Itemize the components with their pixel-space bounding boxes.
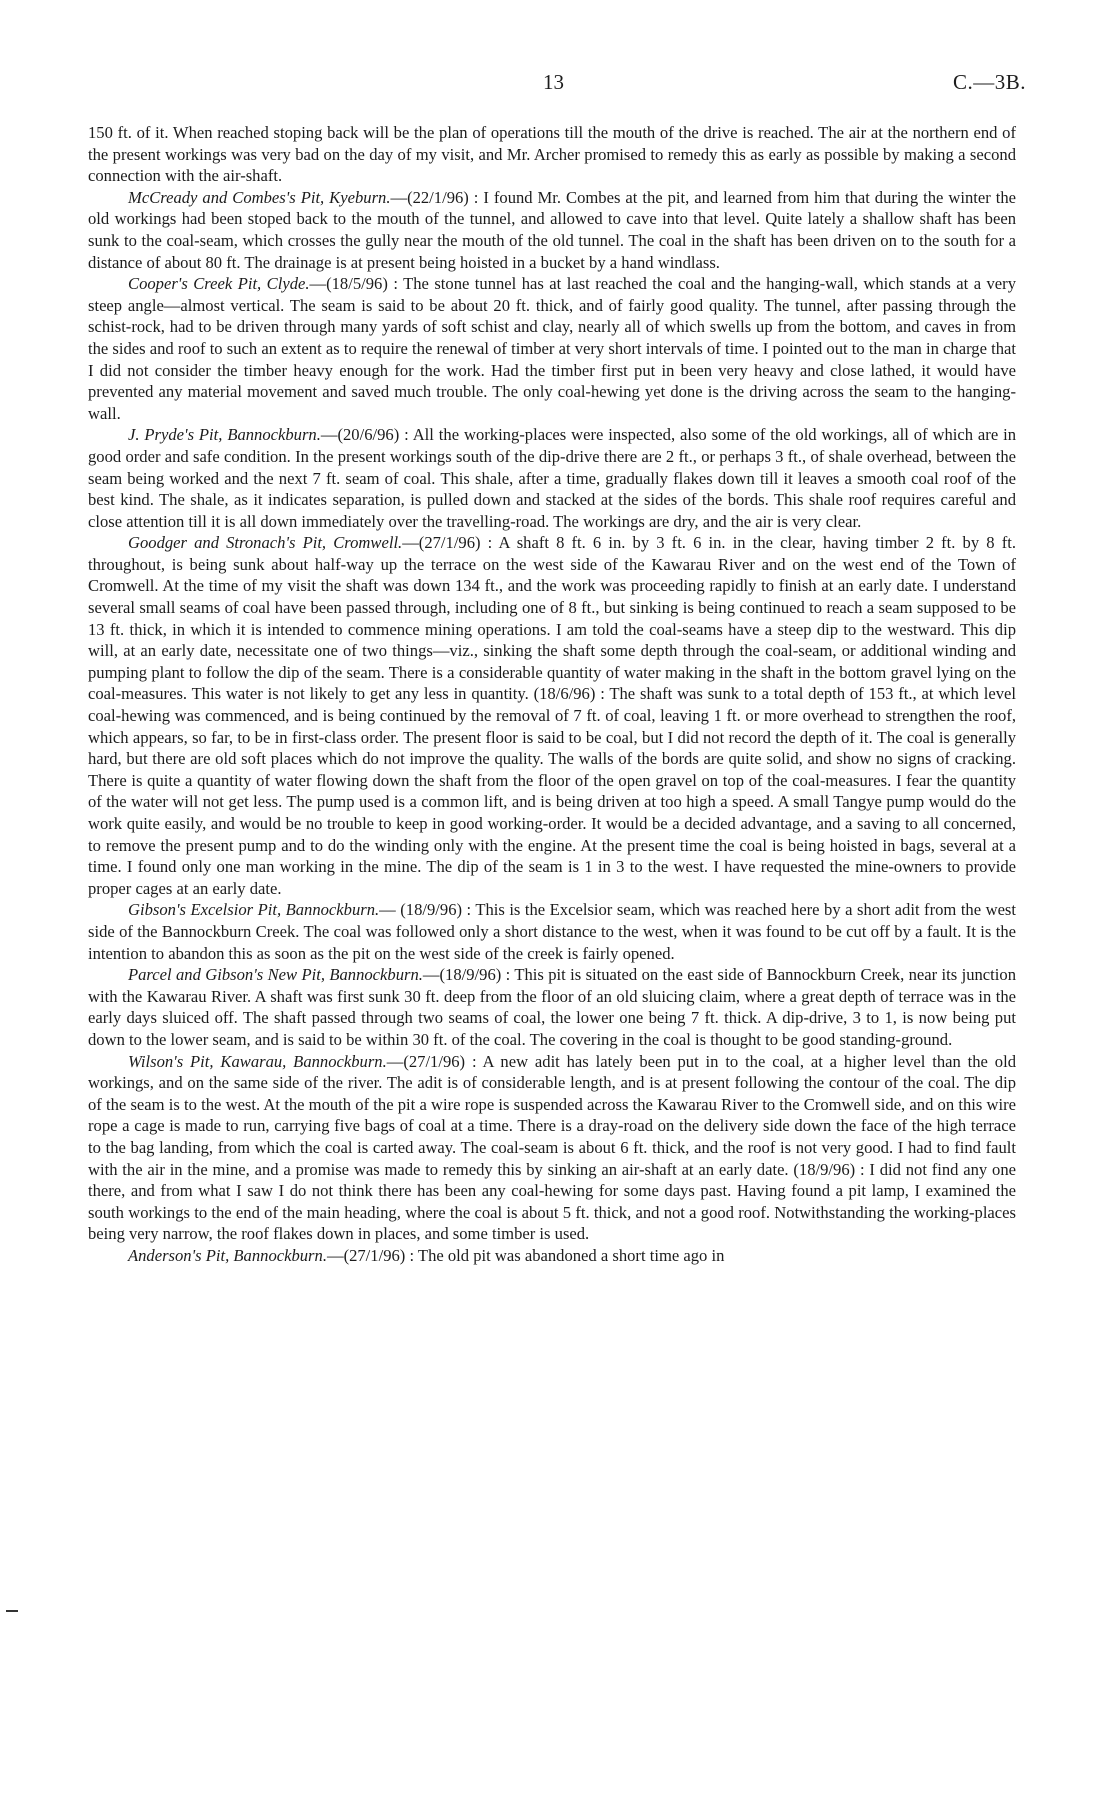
paragraph-heading: McCready and Combes's Pit, Kyeburn. xyxy=(128,187,391,207)
paragraph-anderson-pit xyxy=(88,1245,1016,1267)
paragraph-gibson-excelsior-pit xyxy=(88,899,1016,964)
page-header xyxy=(88,70,1026,98)
paragraph-text: —(18/9/96) : This pit is situated on the east side of Bannockburn Creek, near its junction with the Kawarau River. A shaft was first sunk 30 ft. deep from the floor of an old sluicing claim, where a great depth of terrace was in the early days sluiced off. The shaft passed through two seams of coal, the lower one being 7 ft. thick. A dip-drive, 3 to 1, is now being put down to the lower seam, and is said to be within 30 ft. of the coal. The covering in the coal is thought to be good standing-ground. xyxy=(88,965,1016,1049)
paragraph-text: —(27/1/96) : A new adit has lately been put in to the coal, at a higher level than the old workings, and on the same side of the river. The adit is of considerable length, and is at present following the contour of the coal. The dip of the seam is to the west. At the mouth of the pit a wire rope is suspended across the Kawarau River to the Cromwell side, and on this wire rope a cage is made to run, carrying five bags of coal at a time. There is a dray-road on the delivery side down the face of the high terrace to the bag landing, from which the coal is carted away. The coal-seam is about 6 ft. thick, and the roof is not very good. I had to find fault with the air in the mine, and a promise was made to remedy this by sinking an air-shaft at an early date. (18/9/96) : I did not find any one there, and from what I saw I do not think there has been any coal-hewing for some days past. Having found a pit lamp, I examined the south workings to the end of the main heading, where the coal is about 5 ft. thick, and not a good roof. Notwithstanding the working-places being very narrow, the roof flakes down in places, and some timber is used. xyxy=(88,1051,1016,1244)
paragraph-heading: Cooper's Creek Pit, Clyde. xyxy=(128,274,310,294)
paragraph-text: 150 ft. of it. When reached stoping back will be the plan of operations till the mouth of the drive is reached. The air at the northern end of the present workings was very bad on the day of my visit, and Mr. Archer promised to remedy this as early as possible by making a second connection with the air-shaft. xyxy=(88,123,1016,186)
paragraph-text: — (18/9/96) : This is the Excelsior seam, which was reached here by a short adit from the west side of the Bannockburn Creek. The coal was followed only a short distance to the west, when it was found to be cut off by a fault. It is the intention to abandon this as soon as the pit on the west side of the creek is fairly opened. xyxy=(88,900,1016,963)
paragraph-heading: J. Pryde's Pit, Bannockburn. xyxy=(128,425,321,445)
paragraph-text: —(27/1/96) : A shaft 8 ft. 6 in. by 3 ft. 6 in. in the clear, having timber 2 ft. by 8 ft. throughout, is being sunk about half-way up the terrace on the west side of the Kawarau River and on the west end of the Town of Cromwell. At the time of my visit the shaft was down 134 ft., and the work was proceeding rapidly to finish at an early date. I understand several small seams of coal have been passed through, including one of 8 ft., but sinking is being continued to reach a seam supposed to be 13 ft. thick, in which it is intended to commence mining operations. I am told the coal-seams have a steep dip to the westward. This dip will, at an early date, necessitate one of two things—viz., sinking the shaft some depth through the coal-seam, or additional winding and pumping plant to follow the dip of the seam. There is a considerable quantity of water making in the shaft in the bottom gravel lying on the coal-measures. This water is not likely to get any less in quantity. (18/6/96) : The shaft was sunk to a total depth of 153 ft., at which level coal-hewing was commenced, and is being continued by the removal of 7 ft. of coal, leaving 1 ft. or more overhead to strengthen the roof, which appears, so far, to be in first-class order. The present floor is said to be coal, but I did not record the depth of it. The coal is generally hard, but there are old soft places which do not improve the quality. The walls of the bords are quite solid, and show no signs of cracking. There is quite a quantity of water flowing down the shaft from the floor of the open gravel on top of the coal-measures. I fear the quantity of the water will not get less. The pump used is a common lift, and is being driven at too high a speed. A small Tangye pump would do the work quite easily, and would be no trouble to keep in good working-order. It would be a decided advantage, and a saving to all concerned, to remove the present pump and to do the winding only with the engine. At the present time the coal is being hoisted in bags, several at a time. I found only one man working in the mine. The dip of the seam is 1 in 3 to the west. I have requested the mine-owners to provide proper cages at an early date. xyxy=(88,533,1016,898)
margin-mark xyxy=(6,1610,18,1612)
paragraph-goodger-stronach-pit xyxy=(88,532,1016,899)
paragraph-heading: Gibson's Excelsior Pit, Bannockburn. xyxy=(128,900,380,920)
paragraph-continuation xyxy=(88,122,1016,187)
paragraph-parcel-gibson-new-pit xyxy=(88,964,1016,1050)
paragraph-text: —(22/1/96) : I found Mr. Combes at the pit, and learned from him that during the winter the old workings had been stoped back to the mouth of the tunnel, and allowed to cave into that level. Quite lately a shallow shaft has been sunk to the coal-seam, which crosses the gully near the mouth of the old tunnel. The coal in the shaft has been driven on to the south for a distance of about 80 ft. The drainage is at present being hoisted in a bucket by a hand windlass. xyxy=(88,187,1016,272)
paragraph-mccready-combes-pit xyxy=(88,187,1016,273)
paragraph-heading: Parcel and Gibson's New Pit, Bannockburn. xyxy=(128,965,423,985)
document-code: C.—3B. xyxy=(952,70,1026,94)
paragraph-text: —(27/1/96) : The old pit was abandoned a short time ago in xyxy=(326,1245,725,1265)
paragraph-heading: Goodger and Stronach's Pit, Cromwell. xyxy=(128,533,403,553)
report-body xyxy=(88,122,1016,1266)
paragraph-text: —(18/5/96) : The stone tunnel has at last reached the coal and the hanging-wall, which stands at a very steep angle—almost vertical. The seam is said to be about 20 ft. thick, and of fairly good quality. The tunnel, after passing through the schist-rock, had to be driven through many yards of soft schist and clay, nearly all of which swells up from the bottom, and caves in from the sides and roof to such an extent as to require the renewal of timber at very short intervals of time. I pointed out to the man in charge that I did not consider the timber heavy enough for the work. Had the timber first put in been very heavy and close lathed, it would have prevented any material movement and saved much trouble. The only coal-hewing yet done is the driving across the seam to the hanging-wall. xyxy=(88,274,1016,423)
paragraph-text: —(20/6/96) : All the working-places were inspected, also some of the old workings, all of which are in good order and safe condition. In the present workings south of the dip-drive there are 2 ft., or perhaps 3 ft., of shale overhead, between the seam being worked and the next 7 ft. seam of coal. This shale, after a time, gradually flakes down till it leaves a smooth coal roof of the best kind. The shale, as it indicates separation, is pulled down and stacked at the sides of the bords. This shale roof requires careful and close attention till it is all down immediately over the travelling-road. The workings are dry, and the air is very clear. xyxy=(88,425,1016,531)
paragraph-pryde-pit xyxy=(88,424,1016,532)
paragraph-heading: Wilson's Pit, Kawarau, Bannockburn. xyxy=(128,1051,387,1071)
paragraph-wilson-pit xyxy=(88,1051,1016,1245)
page-number: 13 xyxy=(543,70,564,94)
paragraph-heading: Anderson's Pit, Bannockburn. xyxy=(128,1245,327,1265)
paragraph-coopers-creek-pit xyxy=(88,273,1016,424)
